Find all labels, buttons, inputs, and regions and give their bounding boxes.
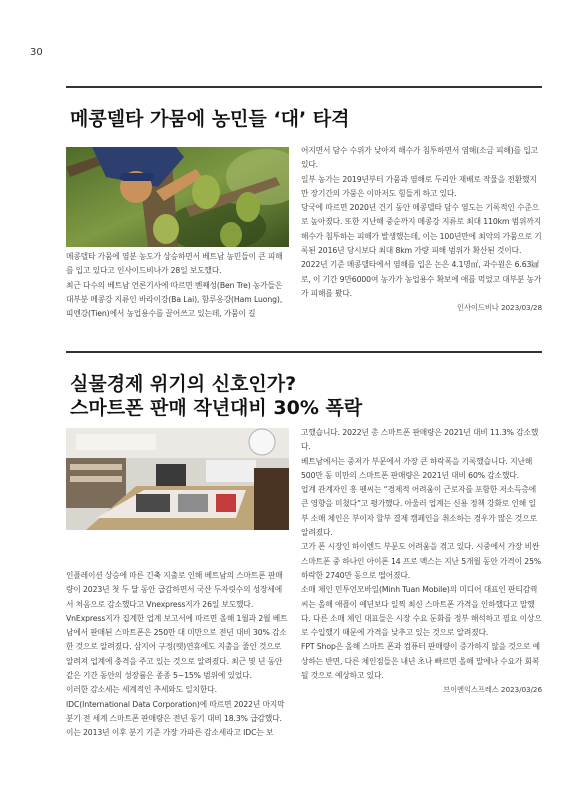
article1-left-column [66, 250, 289, 321]
article2-left-column [66, 569, 289, 741]
page-number: 30 [30, 47, 43, 58]
article2-paragraph: 업계 관계자인 흥 펜씨는 “경제적 어려움이 근로자를 포함한 저소득층에 큰 영향을 미쳤다”고 평가했다. 아울러 업계는 신용 정책 강화로 인해 일부 소매 체인은 부이자 할부 결제 캠페인을 취소하는 경우가 많은 것으로 알려졌다. [301, 485, 537, 538]
article1-paragraph: 어지면서 담수 수위가 낮아져 해수가 침투하면서 염해(소금 피해)를 입고 있다. [301, 146, 539, 170]
article2-paragraph: 소매 체인 민투언모바일(Minh Tuan Mobile)의 미디어 대표인 판티감꿕씨는 올해 애플이 예년보다 일찍 최신 스마트폰 가격을 인하했다고 말했다. 다른 소매 체인 대표들은 시장 수요 둔화를 정부 해석하고 필요 이상으로 수입했기 때문에 가격을 낮추고 있는 것으로 알려졌다. [301, 585, 542, 638]
article2-paragraph: IDC(International Data Corporation)에 따르면 2022년 마지막 분기 전 세계 스마트폰 판매량은 전년 동기 대비 18.3% 급감했다. 이는 2013년 이후 분기 기준 가장 가파른 감소세라고 IDC는 보 [66, 699, 285, 738]
article1-photo-durian-farmer [66, 147, 289, 247]
article2-headline-line1: 실물경제 위기의 신호인가? [70, 373, 297, 395]
article1-paragraph: 당국에 따르면 2020년 건기 동안 메콩델타 담수 염도는 기록적인 수준으로 높아졌다. 또한 지난해 중순까지 메콩강 지류로 최대 110km 범위까지 해수가 침투하는 피해가 발생했는데, 이는 100년만에 최악의 가뭄으로 기록된 2016년 당시보다 최대 8km 가량 피해 범위가 확산된 것이다. [301, 203, 542, 256]
article2-right-column [301, 426, 542, 698]
article2-paragraph: VnExpress지가 집계한 업계 보고서에 따르면 올해 1월과 2월 베트남에서 판매된 스마트폰은 250만 대 미만으로 전년 대비 30% 감소한 것으로 알려졌다. 삼지어 구정(뗏)연휴에도 지출을 줄인 것으로 알려져 업계에 충격을 주고 있는 것으로 알려졌다. 최근 몇 년 동안 같은 기간 동안의 성장률은 종종 5~15% 범위에 있었다. [66, 613, 288, 681]
article2-top-rule [66, 351, 542, 353]
article2-paragraph: 이러한 감소세는 세계적인 추세와도 일치한다. [66, 685, 217, 695]
article2-paragraph: 베트남에서는 중저가 부문에서 가장 큰 하락폭을 기록했습니다. 지난해 500만 동 미만의 스마트폰 판매량은 2021년 대비 60% 감소했다. [301, 456, 533, 480]
article1-right-column [301, 144, 542, 316]
article1-top-rule [66, 86, 542, 88]
article2-paragraph: 고했습니다. 2022년 총 스마트폰 판매량은 2021년 대비 11.3% 감소했다. [301, 428, 539, 452]
article2-headline-line2: 스마트폰 판매 작년대비 30% 폭락 [70, 397, 363, 419]
article1-headline: 메콩델타 가뭄에 농민들 ‘대’ 타격 [70, 108, 350, 130]
article2-paragraph: 고가 폰 시장인 하이엔드 부문도 어려움을 겪고 있다. 시중에서 가장 비싼 스마트폰 중 하나인 아이폰 14 프로 맥스는 지난 5개월 동안 가격이 25% 하락한 2740만 동으로 떨어졌다. [301, 542, 542, 580]
article1-paragraph: 메콩델타 가뭄에 염분 농도가 상승하면서 베트남 농민들이 큰 피해를 입고 있다고 인사이드비나가 28일 보도했다. [66, 252, 283, 276]
article2-credit: 브이엔익스프레스 2023/03/26 [443, 685, 542, 695]
article1-paragraph: 일부 농가는 2019년부터 가뭄과 염해로 두리안 재배로 작물을 전환했지만 장기간의 가뭄은 이마저도 힘들게 하고 있다. [301, 174, 537, 198]
article1-credit: 인사이드비나 2023/03/28 [457, 303, 542, 313]
article2-photo-phone-store [66, 428, 289, 530]
article1-paragraph: 2022년 기준 메콩델타에서 염해를 입은 논은 4.1명㎡, 과수원은 6.63㎢로, 이 기간 9만6000여 농가가 농업용수 확보에 애를 먹었고 대부분 농가가 피해를 봤다. [301, 260, 542, 298]
article2-paragraph: FPT Shop은 올해 스마트 폰과 컴퓨터 판매량이 증가하지 않을 것으로 예상하는 반면, 다른 체인점들은 내년 초나 빠르면 올해 말에나 수요가 회복될 것으로 예상하고 있다. [301, 642, 540, 681]
article2-paragraph: 인플레이션 상승에 따른 긴축 지출로 인해 베트남의 스마트폰 판매량이 2023년 첫 두 달 동안 급감하면서 국산 두자릿수의 성장세에서 처음으로 감소했다고 Vnexpress지가 26일 보도했다. [66, 571, 283, 609]
article1-paragraph: 최근 다수의 베트남 언론기사에 따르면 벤째성(Ben Tre) 농가들은 대부분 메콩강 지류인 바라이강(Ba Lai), 함루옹강(Ham Luong), 띠엔강(Tien)에서 농업용수를 끌어쓰고 있는데, 가뭄이 길 [66, 280, 283, 319]
